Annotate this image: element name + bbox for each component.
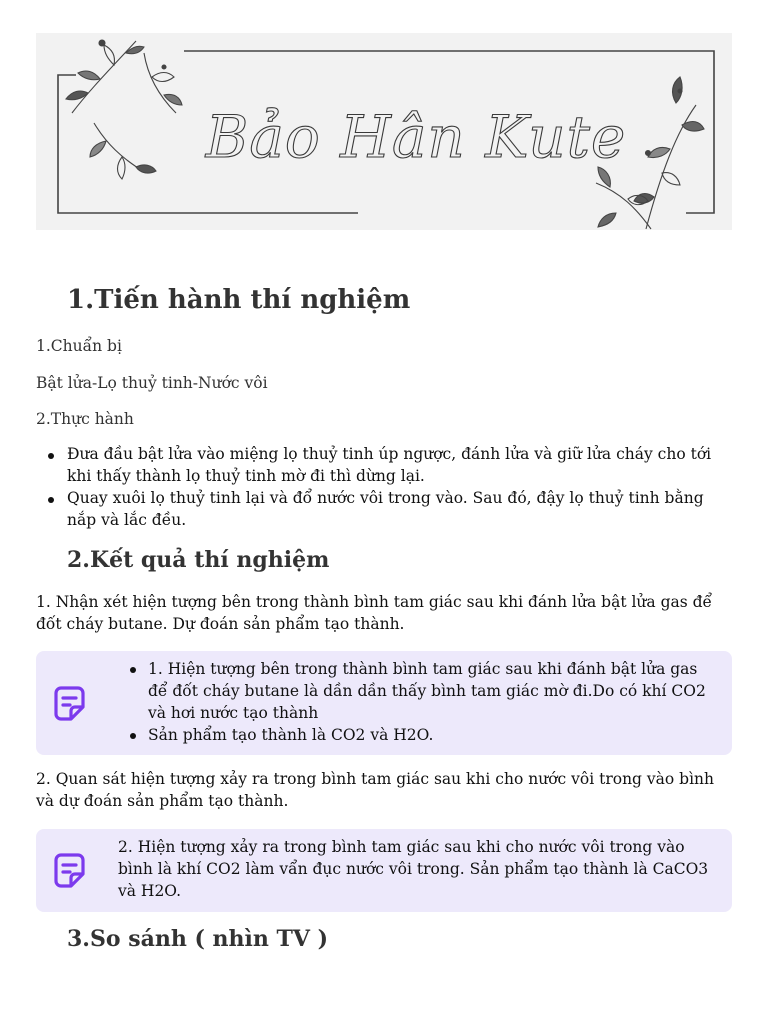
banner-title: Bảo Hân Kute	[205, 103, 627, 171]
section-heading-experiment: 1.Tiến hành thí nghiệm	[67, 285, 411, 315]
prep-label: 1.Chuẩn bị	[36, 337, 122, 355]
section-heading-compare: 3.So sánh ( nhìn TV )	[67, 926, 329, 952]
steps-list	[36, 443, 736, 531]
list-item: Quay xuôi lọ thuỷ tinh lại và đổ nước vôi trong vào. Sau đó, đậy lọ thuỷ tinh bằng nắp và lắc đều.	[36, 487, 736, 531]
section-heading-results: 2.Kết quả thí nghiệm	[67, 547, 330, 573]
leaf-left-icon	[66, 40, 182, 179]
question-1: 1. Nhận xét hiện tượng bên trong thành bình tam giác sau khi đánh lửa bật lửa gas để đốt cháy butane. Dự đoán sản phẩm tạo thành.	[36, 593, 713, 633]
materials-text: Bật lửa-Lọ thuỷ tinh-Nước vôi	[36, 374, 268, 392]
practice-label: 2.Thực hành	[36, 410, 134, 428]
list-item: 1. Hiện tượng bên trong thành bình tam giác sau khi đánh bật lửa gas để đốt cháy butane là dần dần thấy bình tam giác mờ đi.Do có khí CO2 và hơi nước tạo thành	[130, 658, 720, 724]
answer-callout-2	[36, 829, 732, 912]
note-icon	[48, 850, 92, 894]
list-item: Đưa đầu bật lửa vào miệng lọ thuỷ tinh úp ngược, đánh lửa và giữ lửa cháy cho tới khi thấy thành lọ thuỷ tinh mờ đi thì dừng lại.	[36, 443, 736, 487]
list-item: Sản phẩm tạo thành là CO2 và H2O.	[130, 724, 720, 746]
header-banner	[36, 33, 732, 230]
answer-1-list	[130, 658, 720, 746]
note-icon	[48, 683, 92, 727]
question-2: 2. Quan sát hiện tượng xảy ra trong bình tam giác sau khi cho nước vôi trong vào bình và dự đoán sản phẩm tạo thành.	[36, 770, 715, 810]
answer-2-text: 2. Hiện tượng xảy ra trong bình tam giác sau khi cho nước vôi trong vào bình là khí CO2 làm vẩn đục nước vôi trong. Sản phẩm tạo thành là CaCO3 và H2O.	[118, 838, 709, 900]
answer-callout-1	[36, 651, 732, 755]
